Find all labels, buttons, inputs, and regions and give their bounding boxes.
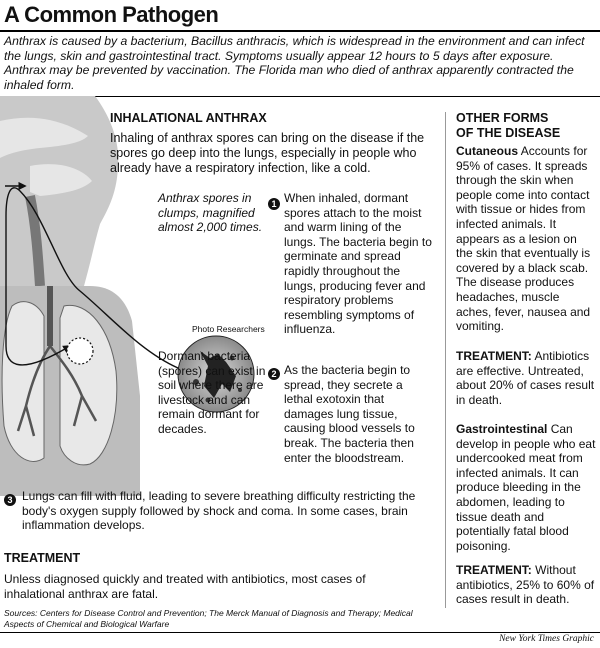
footer-divider [0,632,600,633]
page-title: A Common Pathogen [4,2,219,27]
treatment-text: Unless diagnosed quickly and treated with antibiotics, most cases of inhalational anthrax are fatal. [4,572,366,601]
other-forms-heading: OTHER FORMS OF THE DISEASE [456,111,561,140]
step-3-text: Lungs can fill with fluid, leading to severe breathing difficulty restricting the body's oxygen supply followed by shock and coma. In some cases, brain inflammation develops. [22,489,416,533]
cutaneous-treatment: TREATMENT: Antibiotics are effective. Untreated, about 20% of cases result in death. [456,349,595,407]
cutaneous-text: Accounts for 95% of cases. It spreads through the skin when people come into contact with tissue or hides from infected animals. It appears as a lesion on the skin that eventually is covered by a black scab. The disease produces headaches, muscle aches, fever, nausea and vomiting. [456,144,591,334]
step-3-marker: 3 [4,491,16,509]
inhalational-text: Inhaling of anthrax spores can bring on the disease if the spores go deep into the lungs, especially in people who already have a respiratory infection, like a cold. [110,131,425,175]
sources-note: Sources: Centers for Disease Control and Prevention; The Merck Manual of Diagnosis and Therapy; Medical Aspects of Chemical and Biological Warfare [4,608,413,629]
cutaneous-label: Cutaneous [456,144,519,158]
gastrointestinal-label: Gastrointestinal [456,422,548,436]
photo-credit: Photo Researchers [192,324,265,334]
graphic-credit: New York Times Graphic [499,634,594,644]
gastrointestinal-treatment: TREATMENT: Without antibiotics, 25% to 60% of cases result in death. [456,563,595,607]
dormant-bacteria-text: Dormant bacteria (spores) can exist in soil where there are livestock and can remain dormant for decades. [158,349,266,436]
step-1-text: When inhaled, dormant spores attach to the moist and warm lining of the lungs. The bacteria begin to germinate and spread rapidly throughout the lungs, producing fever and respiratory problems resembling symptoms of influenza. [284,191,432,337]
column-divider [445,112,446,608]
lungs [2,302,44,462]
gastrointestinal-text: Can develop in people who eat undercooked meat from infected animals. It can produce bleeding in the abdomen, leading to tissue death and potentially fatal blood poisoning. [456,422,596,553]
step-2-marker: 2 [268,365,280,383]
title-divider [0,30,600,32]
inhalational-heading: INHALATIONAL ANTHRAX [110,111,267,125]
cutaneous-section [456,144,596,334]
infection-site-marker [67,338,93,364]
step-1-marker: 1 [268,195,280,213]
step-2-text: As the bacteria begin to spread, they secrete a lethal exotoxin that damages lung tissue, causing blood vessels to break. The bacteria then enter the bloodstream. [284,363,415,465]
gastrointestinal-section [456,422,596,553]
intro-text: Anthrax is caused by a bacterium, Bacillus anthracis, which is widespread in the environment and can infect the lungs, skin and gastrointestinal tract. Symptoms usually appear 12 hours to 5 days after exposure. Anthrax may be prevented by vaccination. The Florida man who died of anthrax apparently contracted the inhaled form. [4,34,585,92]
treatment-heading: TREATMENT [4,551,81,565]
micrograph-caption: Anthrax spores in clumps, magnified almost 2,000 times. [158,191,263,235]
